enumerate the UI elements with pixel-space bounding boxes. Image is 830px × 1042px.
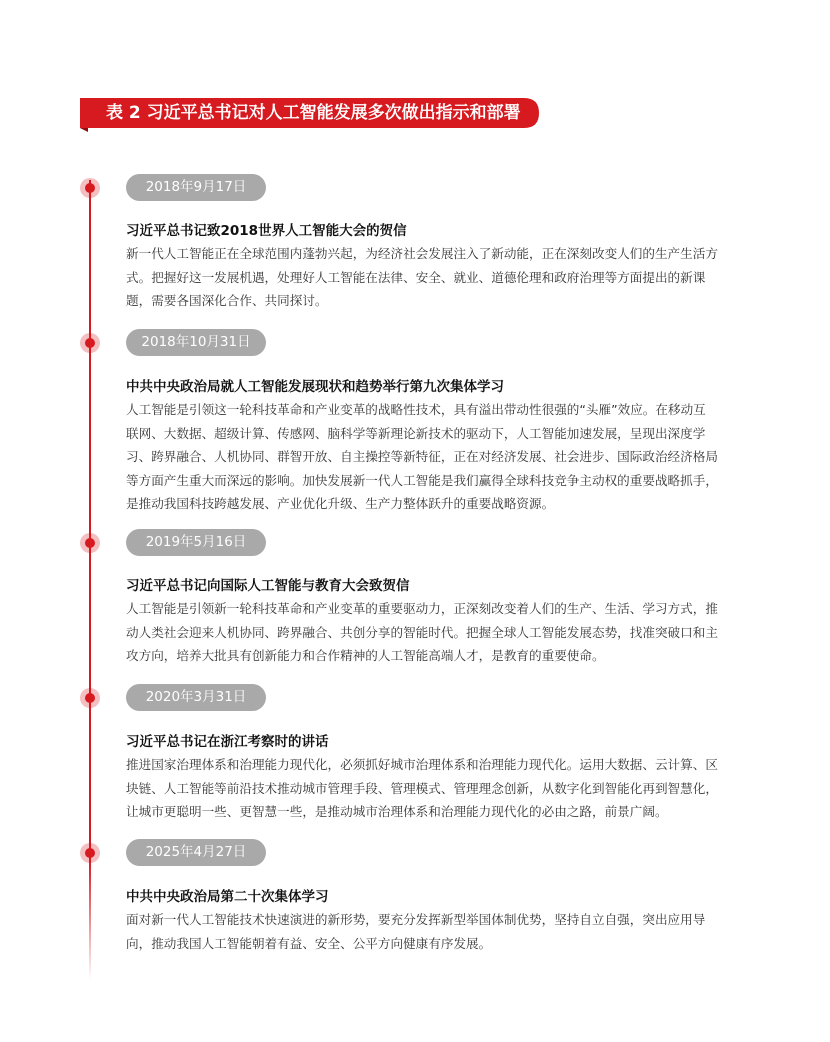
event-title: 中共中央政治局就人工智能发展现状和趋势举行第九次集体学习 [126,379,504,395]
event-line: 习、跨界融合、人机协同、群智开放、自主操控等新特征，正在对经济发展、社会进步、国际政治经济格局 [126,449,718,465]
event-line: 式。把握好这一发展机遇，处理好人工智能在法律、安全、就业、道德伦理和政府治理等方面提出的新课 [126,269,706,285]
event-line: 攻方向，培养大批具有创新能力和合作精神的人工智能高端人才，是教育的重要使命。 [126,648,605,664]
timeline-dot [80,688,100,708]
event-title: 习近平总书记向国际人工智能与教育大会致贺信 [126,578,410,594]
event-line: 让城市更聪明一些、更智慧一些，是推动城市治理体系和治理能力现代化的必由之路，前景广阔。 [126,804,668,820]
event-line: 动人类社会迎来人机协同、跨界融合、共创分享的智能时代。把握全球人工智能发展态势，找准突破口和主 [126,624,718,640]
event-body [126,242,726,313]
event-body [126,908,726,955]
timeline-dot [80,178,100,198]
event-line: 面对新一代人工智能技术快速演进的新形势，要充分发挥新型举国体制优势，坚持自立自强，突出应用导 [126,912,706,927]
event-line: 向，推动我国人工智能朝着有益、安全、公平方向健康有序发展。 [126,935,492,951]
date-badge: 2018年9月17日 [126,174,266,201]
event-title: 中共中央政治局第二十次集体学习 [126,889,329,905]
date-badge: 2018年10月31日 [126,329,266,356]
event-title: 习近平总书记在浙江考察时的讲话 [126,734,329,750]
event-line: 题，需要各国深化合作、共同探讨。 [126,293,328,309]
event-body [126,597,726,668]
timeline-dot [80,533,100,553]
date-badge: 2020年3月31日 [126,684,266,711]
event-body [126,398,726,516]
event-line: 块链、人工智能等前沿技术推动城市管理手段、管理模式、管理理念创新，从数字化到智能化再到智慧化， [126,780,718,796]
event-line: 新一代人工智能正在全球范围内蓬勃兴起，为经济社会发展注入了新动能，正在深刻改变人们的生产生活方 [126,246,718,261]
table-title-banner [80,98,539,132]
timeline-dot [80,333,100,353]
date-badge: 2025年4月27日 [126,839,266,866]
event-line: 人工智能是引领新一轮科技革命和产业变革的重要驱动力，正深刻改变着人们的生产、生活、学习方式，推 [126,601,718,616]
event-line: 推进国家治理体系和治理能力现代化，必须抓好城市治理体系和治理能力现代化。运用大数据、云计算、区 [126,757,718,772]
event-line: 是推动我国科技跨越发展、产业优化升级、生产力整体跃升的重要战略资源。 [126,496,555,512]
event-line: 等方面产生重大而深远的影响。加快发展新一代人工智能是我们赢得全球科技竞争主动权的重要战略抓手， [126,472,718,488]
date-badge: 2019年5月16日 [126,529,266,556]
event-line: 人工智能是引领这一轮科技革命和产业变革的战略性技术，具有溢出带动性很强的“头雁”效应。在移动互 [126,402,706,417]
event-title: 习近平总书记致2018世界人工智能大会的贺信 [126,223,407,239]
timeline-dot [80,843,100,863]
table-title: 表 2 习近平总书记对人工智能发展多次做出指示和部署 [106,103,521,123]
event-body [126,753,726,824]
event-line: 联网、大数据、超级计算、传感网、脑科学等新理论新技术的驱动下，人工智能加速发展，呈现出深度学 [126,425,706,441]
